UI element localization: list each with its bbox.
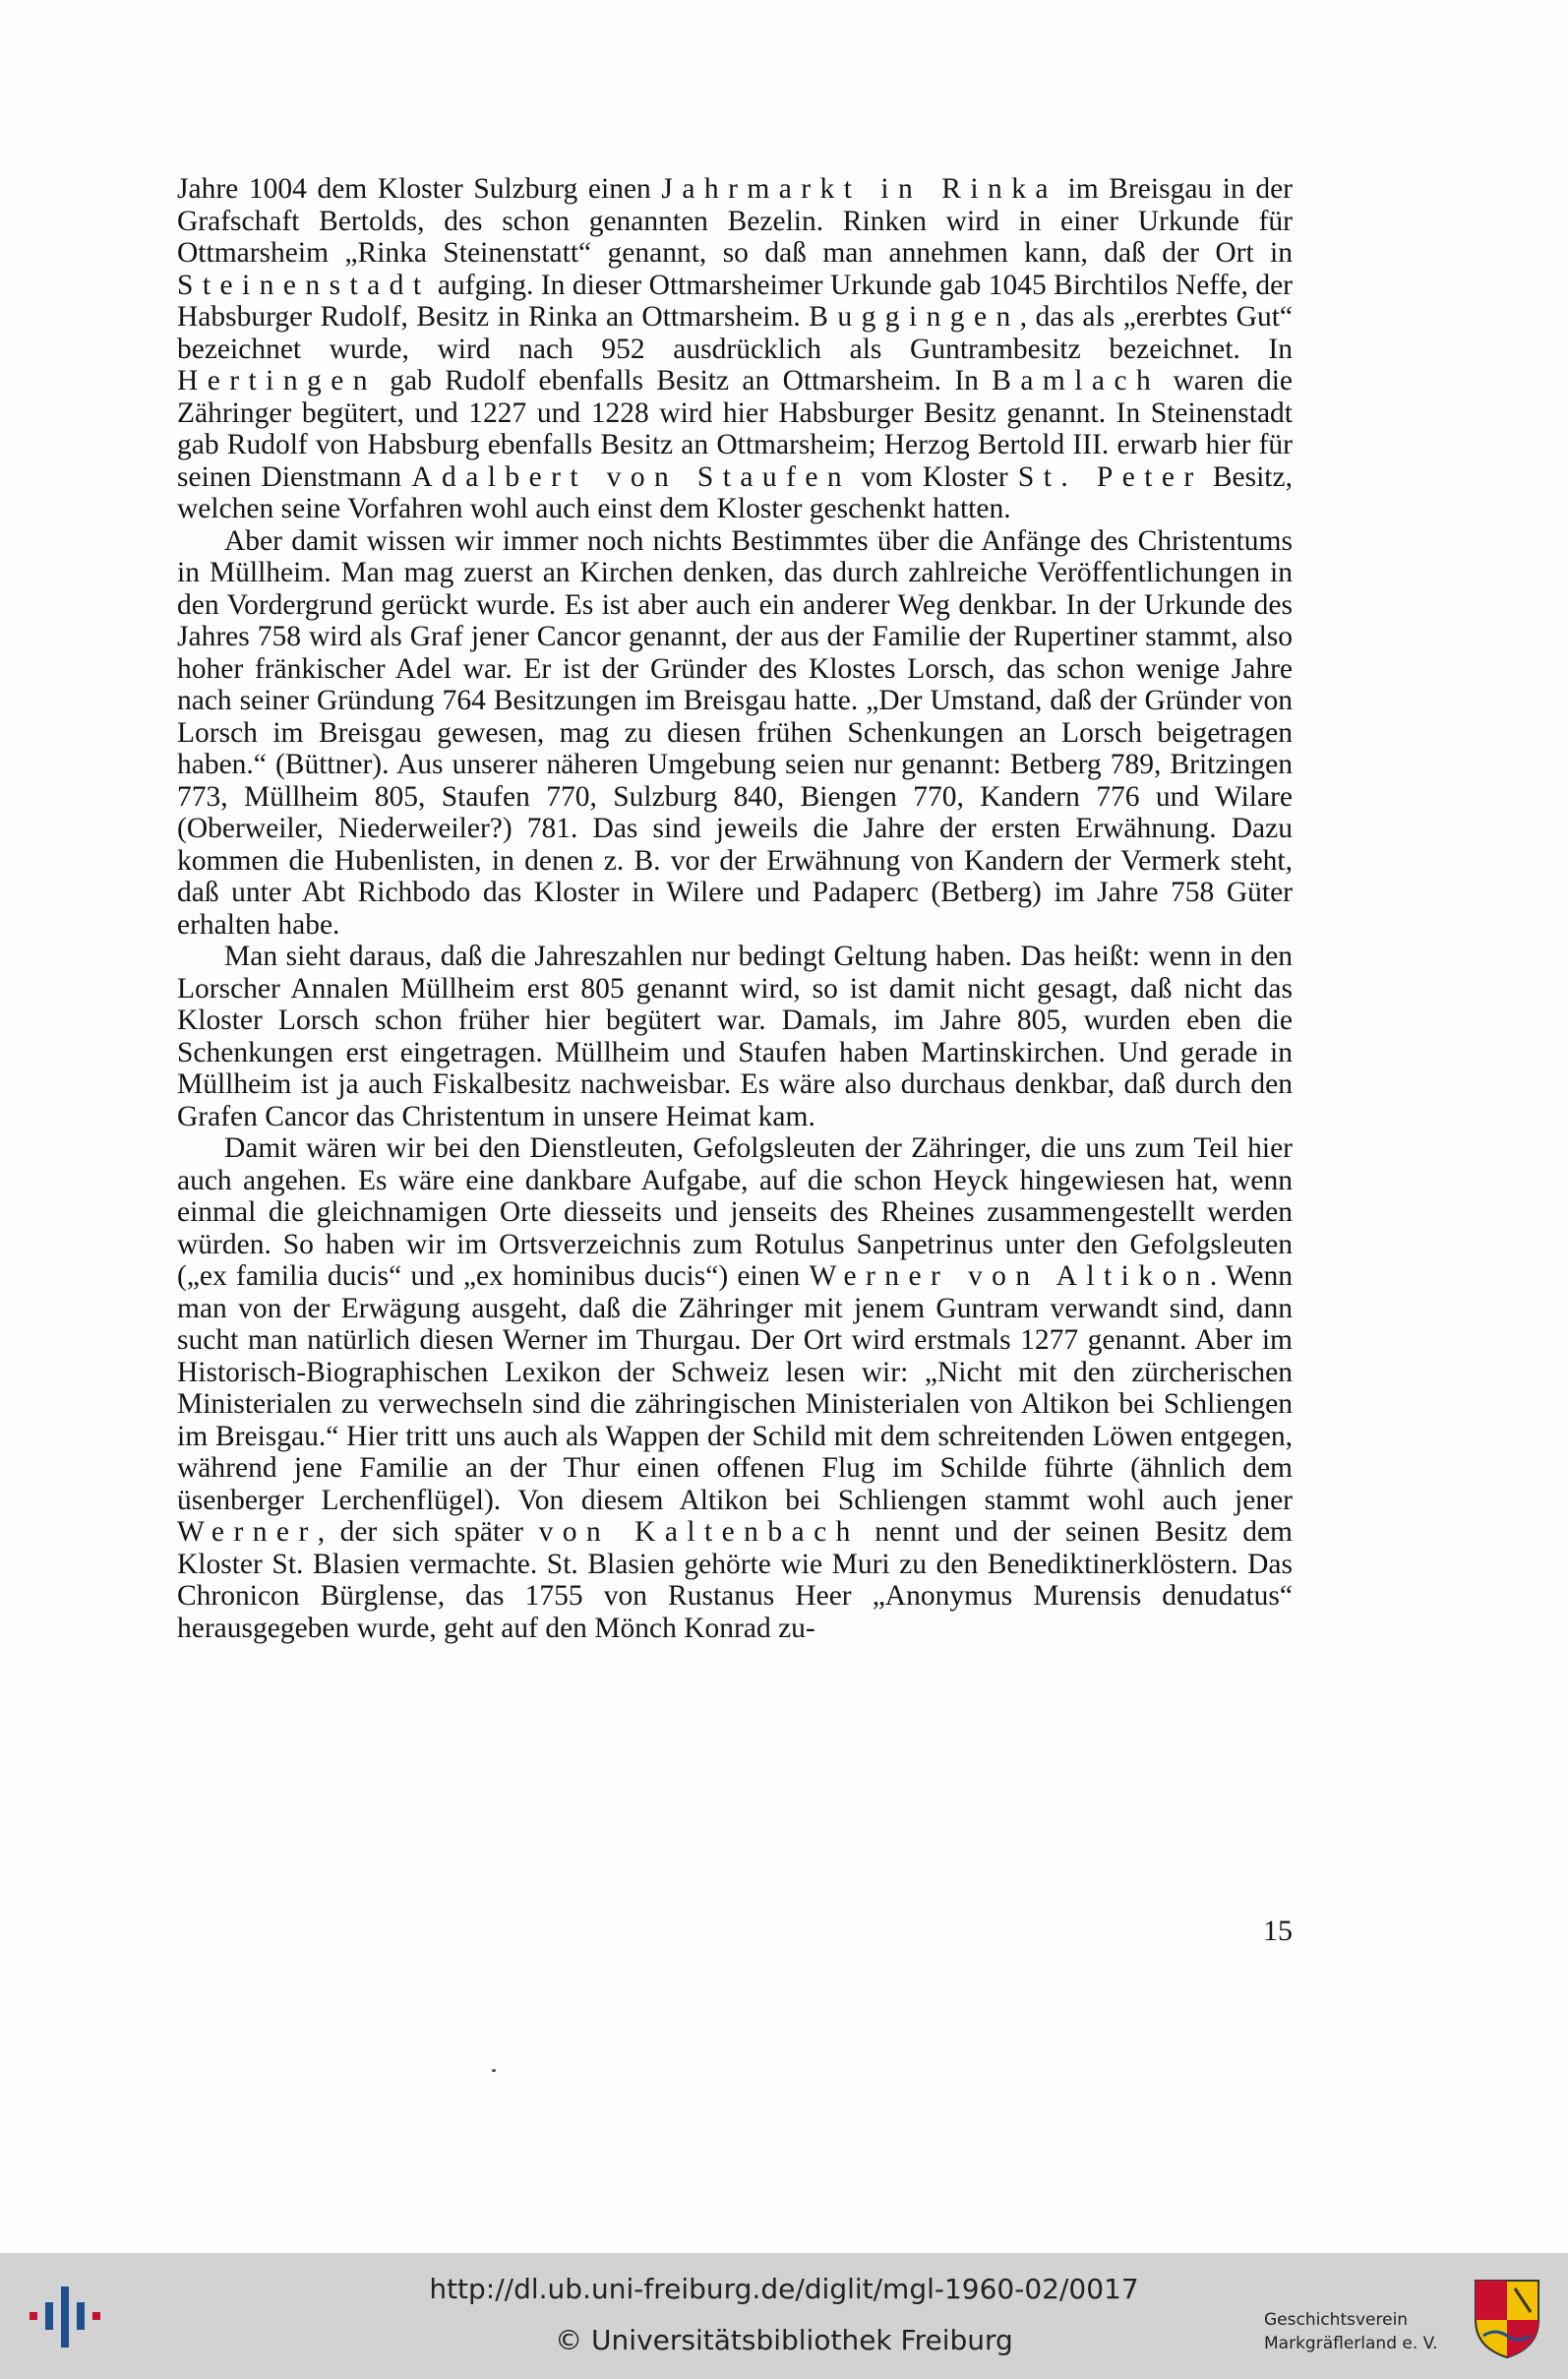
scan-speck [492,2069,496,2072]
text-run: vom Kloster [851,460,1018,493]
society-name-line2: Markgräflerland e. V. [1264,2334,1438,2353]
paragraph [177,1132,1293,1644]
paragraph [177,173,1293,525]
text-run: Damit wären wir bei den Dienstleuten, Gefolgsleuten der Zähringer, die uns zum Teil hier auch angehen. Es wäre eine dankbare Aufgabe, auf die schon Heyck hingewiesen hat, wenn einmal die gleichnamigen Orte diesseits und jenseits des Rheines zusammengestellt werden würden. So haben wir im Ortsverzeichnis zum Rotulus Sanpetrinus unter den Gefolgsleuten („ex familia ducis“ und „ex hominibus ducis“) einen [177,1132,1293,1292]
footer-copyright: © Universitätsbibliothek Freiburg [555,2324,1013,2356]
spaced-emphasis-text: Steinenstadt [177,269,431,301]
body-text [177,173,1293,1644]
paragraph [177,941,1293,1132]
text-run: nennt und der seinen Besitz dem Kloster St. Blasien vermachte. St. Blasien gehörte wie Muri zu den Benediktinerklöstern. Das Chronicon Bürglense, das 1755 von Rustanus Heer „Anonymus Murensis denudatus“ herausgegeben wurde, geht auf den Mönch Konrad zu- [177,1516,1293,1644]
text-run: Man sieht daraus, daß die Jahreszahlen nur bedingt Geltung haben. Das heißt: wenn in den Lorscher Annalen Müllheim erst 805 genannt wird, so ist damit nicht gesagt, daß nicht das Kloster Lorsch schon früher hier begütert war. Damals, im Jahre 805, wurden eben die Schenkungen erst eingetragen. Müllheim und Staufen haben Martinskirchen. Und gerade in Müllheim ist ja auch Fiskalbesitz nachweisbar. Es wäre also durchaus denkbar, daß durch den Grafen Cancor das Christentum in unsere Heimat kam. [177,941,1293,1132]
text-run: Jahre 1004 dem Kloster Sulzburg einen [177,173,662,205]
text-run: Besitz, welchen seine Vorfahren wohl auch einst dem Kloster geschenkt hatten. [177,460,1293,524]
text-run: waren die Zähringer begütert, und 1227 und 1228 wird hier Habsburger Besitz genannt. In Steinenstadt gab Rudolf von Habsburg ebenfalls Besitz an Ottmarsheim; Herzog Bertold III. erwarb hier für seinen Dienstmann [177,365,1293,493]
society-name-line1: Geschichtsverein [1264,2310,1409,2330]
spaced-emphasis-text: Adalbert von Staufen [411,460,852,493]
spaced-emphasis-text: von Kaltenbach [538,1516,860,1548]
spaced-emphasis-text: Werner [177,1516,318,1548]
text-run: aufging. In dieser Ottmarsheimer Urkunde gab 1045 Birchtilos Neffe, der Habsburger Rudolf, Besitz in Rinka an Ottmarsheim. [177,269,1293,333]
viewer-footer [0,2253,1568,2379]
page-number: 15 [1263,1915,1293,1947]
text-run: , das als „ererbtes Gut“ bezeichnet wurde, wird nach 952 ausdrücklich als Guntrambesitz bezeichnet. In [177,301,1293,365]
spaced-emphasis-text: Buggingen [809,301,1020,333]
spaced-emphasis-text: St. Peter [1017,460,1203,493]
footer-url-link[interactable]: http://dl.ub.uni-freiburg.de/diglit/mgl-1960-02/0017 [429,2273,1139,2305]
spaced-emphasis-text: Jahrmarkt in Rinka [661,173,1057,205]
text-run: . Wenn man von der Erwägung ausgeht, daß die Zähringer mit jenem Guntram verwandt sind, dann sucht man natürlich diesen Werner im Thurgau. Der Ort wird erstmals 1277 genannt. Aber im Historisch-Biographischen Lexikon der Schweiz lesen wir: „Nicht mit den zürcherischen Ministerialen zu verwechseln sind die zähringischen Ministerialen von Altikon bei Schliengen im Breisgau.“ Hier tritt uns auch als Wappen der Schild mit dem schreitenden Löwen entgegen, während jene Familie an der Thur einen offenen Flug im Schilde führte (ähnlich dem üsenberger Lerchenflügel). Von diesem Altikon bei Schliengen stammt wohl auch jener [177,1260,1294,1516]
text-run: gab Rudolf ebenfalls Besitz an Ottmarsheim. In [376,365,993,396]
spaced-emphasis-text: Werner von Altikon [809,1260,1210,1292]
spaced-emphasis-text: Bamlach [992,365,1161,396]
paragraph [177,525,1293,942]
ub-freiburg-logo-icon[interactable] [30,2283,104,2351]
text-run: Aber damit wissen wir immer noch nichts Bestimmtes über die Anfänge des Christentums in Müllheim. Man mag zuerst an Kirchen denken, das durch zahlreiche Veröffentlichungen in den Vordergrund gerückt wurde. Es ist aber auch ein anderer Weg denkbar. In der Urkunde des Jahres 758 wird als Graf jener Cancor genannt, der aus der Familie der Rupertiner stammt, also hoher fränkischer Adel war. Er ist der Gründer des Klostes Lorsch, das schon wenige Jahre nach seiner Gründung 764 Besitzungen im Breisgau hatte. „Der Umstand, daß der Gründer von Lorsch im Breisgau gewesen, mag zu diesen frühen Schenkungen an Lorsch beigetragen haben.“ (Büttner). Aus unserer näheren Umgebung seien nur genannt: Betberg 789, Britzingen 773, Müllheim 805, Staufen 770, Sulzburg 840, Biengen 770, Kandern 776 und Wilare (Oberweiler, Niederweiler?) 781. Das sind jeweils die Jahre der ersten Erwähnung. Dazu kommen die Hubenlisten, in denen z. B. vor der Erwähnung von Kandern der Vermerk steht, daß unter Abt Richbodo das Kloster in Wilere und Padaperc (Betberg) im Jahre 758 Güter erhalten habe. [177,524,1293,941]
text-run: im Breisgau in der Grafschaft Bertolds, des schon genannten Bezelin. Rinken wird in einer Urkunde für Ottmarsheim „Rinka Steinenstatt“ genannt, so daß man annehmen kann, daß der Ort in [177,173,1293,269]
text-run: , der sich später [317,1516,539,1548]
coat-of-arms-icon[interactable] [1472,2277,1542,2359]
spaced-emphasis-text: Hertingen [177,365,377,396]
